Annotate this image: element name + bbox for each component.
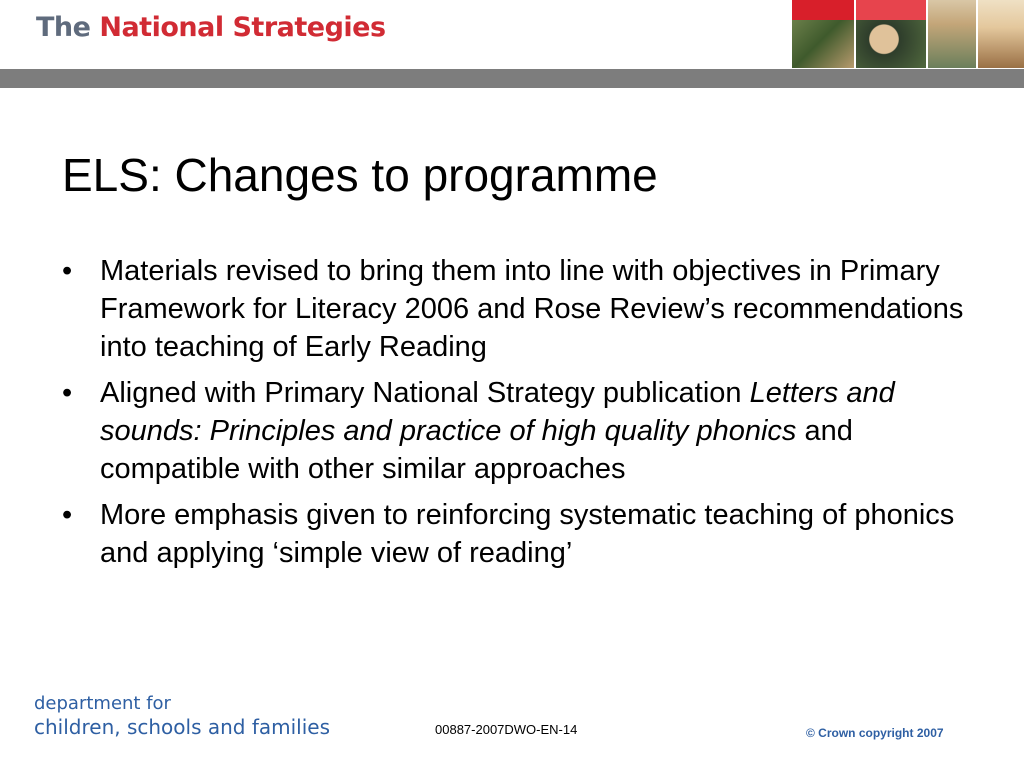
header-photo-strip (792, 0, 1024, 68)
bullet-marker: • (62, 255, 73, 287)
red-accent-block (792, 0, 854, 20)
bullet-item (62, 374, 982, 488)
classroom-photo (792, 20, 854, 68)
bullet-text: Aligned with Primary National Strategy publication (100, 377, 750, 409)
child-photo (856, 20, 926, 68)
child-photo (978, 0, 1024, 68)
bullet-marker: • (62, 499, 73, 531)
bullet-item (62, 252, 982, 366)
dcsf-logo-line1: department for (34, 693, 171, 714)
bullet-item (62, 496, 982, 572)
header-rule (0, 69, 1024, 88)
child-photo (928, 0, 976, 68)
logo-national-strategies-text: National Strategies (99, 12, 386, 43)
header-photo-group (792, 0, 926, 68)
slide-title: ELS: Changes to programme (62, 149, 658, 201)
dcsf-logo (34, 693, 330, 739)
bullet-text: Materials revised to bring them into line with objectives in Primary Framework for Literacy 2006 and Rose Review’s recommendations into teaching of Early Reading (100, 255, 964, 363)
copyright-notice: © Crown copyright 2007 (806, 726, 944, 740)
header-banner (0, 0, 1024, 70)
document-reference: 00887-2007DWO-EN-14 (435, 722, 578, 737)
bullet-text: More emphasis given to reinforcing systematic teaching of phonics and applying ‘simple view of reading’ (100, 499, 955, 569)
dcsf-logo-line2: children, schools and families (34, 715, 331, 739)
bullet-text: and compatible with other similar approaches (100, 415, 853, 485)
red-accent-block (856, 0, 926, 20)
bullet-marker: • (62, 377, 73, 409)
logo-the-text: The (36, 12, 91, 43)
publication-title: Letters and sounds: Principles and practice of high quality phonics (100, 377, 895, 447)
national-strategies-logo (36, 12, 386, 43)
bullet-list (62, 252, 982, 580)
